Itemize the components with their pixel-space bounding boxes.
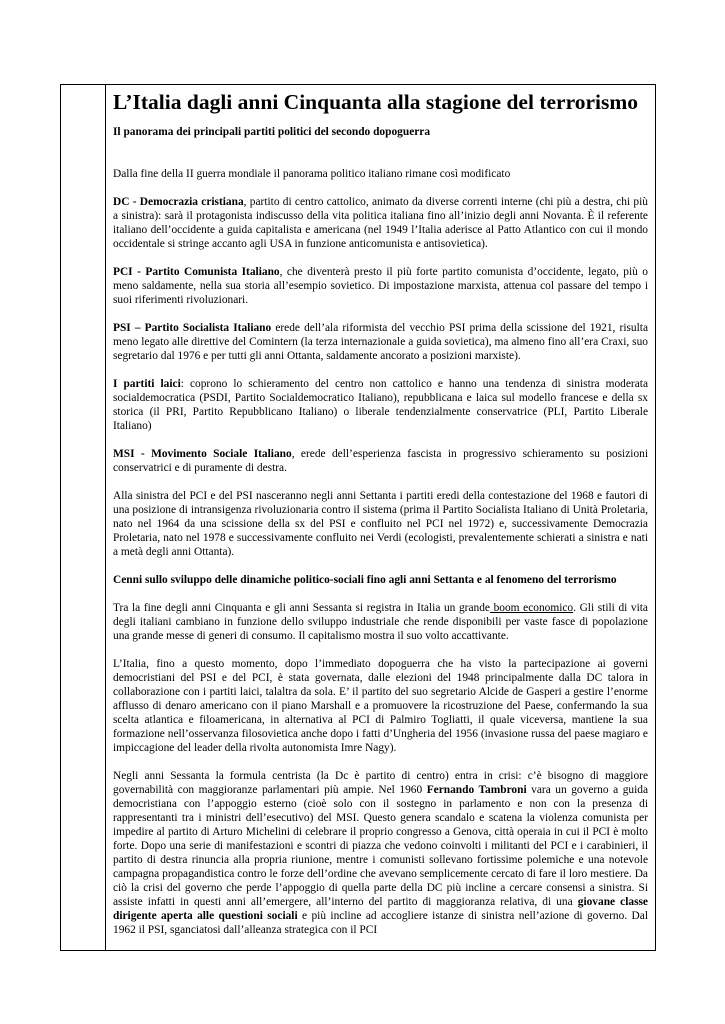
boom-link[interactable]: boom economico [489,602,574,614]
party-text-pci: , che diventerà presto il più forte partito comunista d’occidente, legato, più o meno saldamente, nella sua storia all’esempio sovietico. Di impostazione marxista, attenua col passare del tempo i suoi riferimenti rivoluzionari. [113,266,648,306]
party-text-psi: erede dell’ala riformista del vecchio PSI prima della scissione del 1921, risulta meno legato alle direttive del Comintern (la terza internazionale a guida sovietica), ma almeno fino all’era Craxi, suo segretario dal 1976 e per tutti gli anni Ottanta, saldamente ancorato a posizioni marxiste). [113,322,648,362]
paragraph-pci [113,265,648,307]
paragraph-boom [113,601,648,643]
party-name-msi: MSI - Movimento Sociale Italiano [113,448,292,460]
document-body [113,89,648,951]
paragraph-sessanta [113,769,648,937]
party-text-msi: , erede dell’esperienza fascista in progressivo schieramento su posizioni conservatrici e di puramente di destra. [113,448,648,474]
party-name-psi: PSI – Partito Socialista Italiano [113,322,272,334]
page-title: L’Italia dagli anni Cinquanta alla stagione del terrorismo [113,90,639,114]
sessanta-text-2: vara un governo a guida democristiana con l’appoggio esterno (cioè solo con il sostegno in parlamento e non con la presenza di rappresentanti tra i ministri dell’esecutivo) del MSI. Questo genera scandalo e scatena la violenza comunista per impedire al partito di Arturo Michelini di celebrare il proprio congresso a Genova, città operaia in cui il PCI è molto forte. Dopo una serie di manifestazioni e scontri di piazza che vedono coinvolti i militanti del PCI e i carabinieri, il partito di destra rinuncia alla propria riunione, mentre i comunisti sollevano fortissime polemiche e una notevole campagna propagandistica contro le forze dell’ordine che avevano semplicemente cercato di fare il loro mestiere. Da ciò la crisi del governo che perde l’appoggio di quella parte della DC più incline a cercare consensi a sinistra. Si assiste infatti in questi anni all’emergere, all’interno del partito di maggioranza relativa, di una [113,784,648,908]
section-heading-2: Cenni sullo sviluppo delle dinamiche politico-sociali fino agli anni Settanta e al fenomeno del terrorismo [113,574,617,586]
paragraph-laici [113,377,648,433]
margin-column [61,85,106,950]
paragraph-dc [113,195,648,251]
paragraph-sinistra: Alla sinistra del PCI e del PSI nasceranno negli anni Settanta i partiti eredi della contestazione del 1968 e fautori di una posizione di intransigenza rivoluzionaria contro il sistema (prima il Partito Socialista Italiano di Unità Proletaria, nato nel 1964 da una scissione della sx del PSI e confluito nel PCI nel 1972) e, successivamente Democrazia Proletaria, nato nel 1978 e successivamente confluito nei Verdi (ecologisti, prevalentemente schierati a sinistra e nati a metà degli anni Ottanta). [113,490,648,558]
boom-text-before: Tra la fine degli anni Cinquanta e gli anni Sessanta si registra in Italia un grande [113,602,490,614]
party-name-dc: DC - Democrazia cristiana [113,196,244,208]
paragraph-msi [113,447,648,475]
paragraph-italia: L’Italia, fino a questo momento, dopo l’immediato dopoguerra che ha visto la partecipazione ai governi democristiani del PSI e del PCI, è stata governata, dalle elezioni del 1948 principalmente dalla DC talora in collaborazione con i partiti laici, talaltra da sola. E’ il partito del suo segretario Alcide de Gasperi a gestire l’enorme afflusso di denaro americano con il piano Marshall e a promuovere la ricostruzione del Paese, confermando la sua scelta atlantica e filoamericana, in alternativa al PCI di Palmiro Togliatti, il quale viceversa, mantiene la sua formazione nell’osservanza filosovietica anche dopo i fatti d’Ungheria del 1956 (invasione russa del paese magiaro e impiccagione del leader della rivolta autonomista Imre Nagy). [113,658,648,754]
party-text-dc: , partito di centro cattolico, animato da diverse correnti interne (chi più a destra, chi più a sinistra): sarà il protagonista indiscusso della vita politica italiana fino all’inizio degli anni Novanta. È il referente italiano dell’occidente a guida capitalista e americana (nel 1949 l’Italia aderisce al Patto Atlantico con cui il mondo occidentale si stringe accanto agli USA in funzione anticomunista e antisovietica). [113,196,648,250]
sessanta-text-1: Negli anni Sessanta la formula centrista (la Dc è partito di centro) entra in crisi: c’è bisogno di maggiore governabilità con maggioranze parlamentari più ampie. Nel 1960 [113,770,648,796]
boom-text-after: . Gli stili di vita degli italiani cambiano in funzione dello sviluppo industriale che rende disponibili per vaste fasce di popolazione una grande messe di generi di consumo. Il capitalismo mostra il suo volto accattivante. [113,602,648,642]
classe-dirigente-bold: giovane classe dirigente aperta alle questioni sociali [113,896,648,922]
intro-paragraph: Dalla fine della II guerra mondiale il panorama politico italiano rimane così modificato [113,168,511,180]
page-frame [60,84,656,951]
paragraph-psi [113,321,648,363]
tambroni-name: Fernando Tambroni [426,784,527,796]
party-name-laici: I partiti laici [113,378,181,390]
section-heading: Il panorama dei principali partiti politici del secondo dopoguerra [113,126,431,138]
sessanta-text-3: e più incline ad accogliere istanze di sinistra nell’azione di governo. Dal 1962 il PSI, sganciatosi dall’alleanza strategica con il PCI [113,910,648,936]
party-name-pci: PCI - Partito Comunista Italiano [113,266,280,278]
party-text-laici: : coprono lo schieramento del centro non cattolico e hanno una tendenza di sinistra moderata socialdemocratica (PSDI, Partito Socialdemocratico Italiano), repubblicana e laica sul modello francese e della sx storica (il PRI, Partito Repubblicano Italiano) o liberale tendenzialmente conservatrice (PLI, Partito Liberale Italiano) [113,378,649,432]
